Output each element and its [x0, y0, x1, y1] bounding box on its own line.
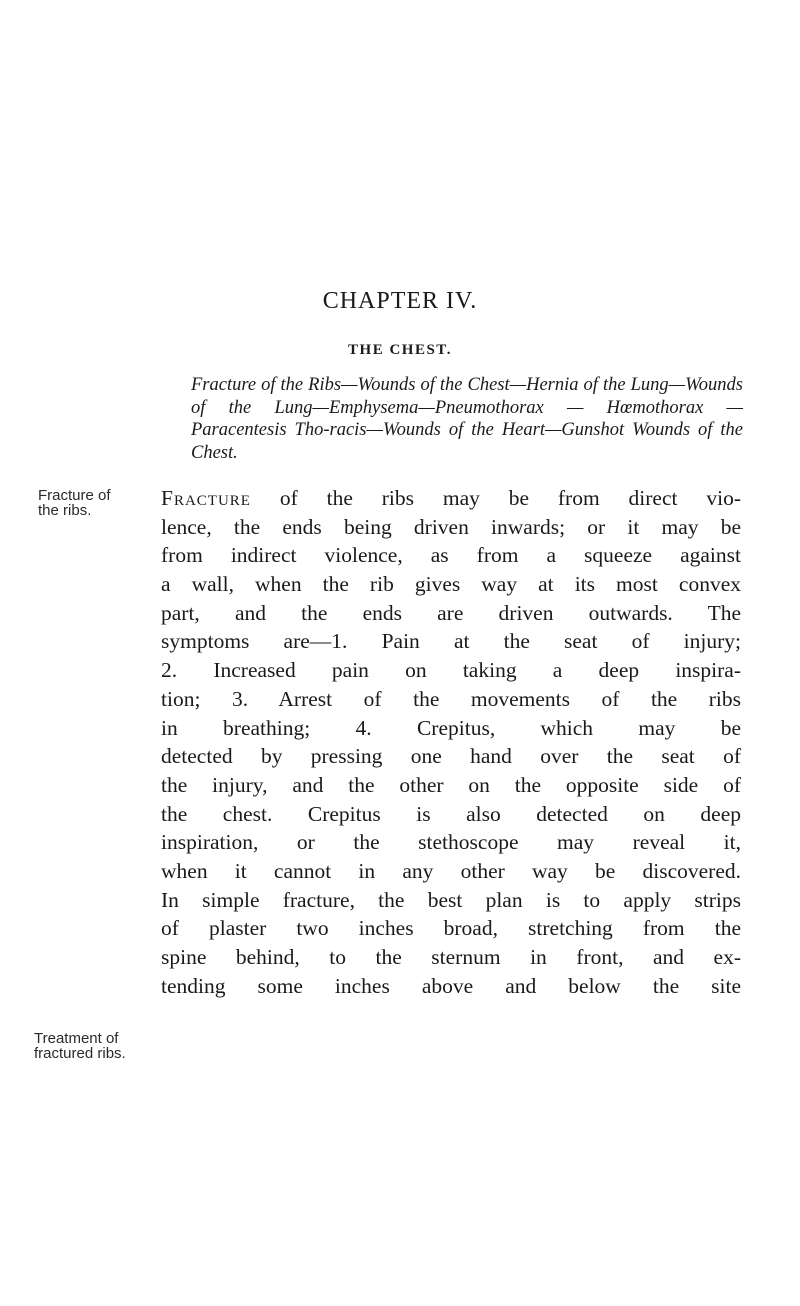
text-line: when it cannot in any other way be discovered.: [161, 858, 741, 883]
text-line: 2. Increased pain on taking a deep inspira-: [161, 658, 741, 683]
text-line: symptoms are—1. Pain at the seat of injury;: [161, 629, 741, 654]
text-line: inspiration, or the stethoscope may reveal it,: [161, 830, 741, 855]
text-line: in breathing; 4. Crepitus, which may be: [161, 715, 741, 740]
text-line: from indirect violence, as from a squeeze against: [161, 543, 741, 568]
text-line: In simple fracture, the best plan is to apply strips: [161, 887, 741, 912]
side-note-line: fractured ribs.: [34, 1045, 126, 1062]
text-line: of plaster two inches broad, stretching from the: [161, 916, 741, 941]
text-line: [161, 484, 741, 513]
chapter-heading: CHAPTER IV.: [322, 288, 478, 314]
lead-word: Fracture: [161, 486, 251, 510]
text-line: tending some inches above and below the site: [161, 973, 741, 998]
text-line: the chest. Crepitus is also detected on deep: [161, 801, 741, 826]
side-note-fracture: [38, 488, 111, 518]
body-text: [161, 484, 741, 1000]
text-line: tion; 3. Arrest of the movements of the ribs: [161, 686, 741, 711]
side-note-line: Treatment of: [34, 1030, 119, 1047]
side-note-line: the ribs.: [38, 502, 92, 519]
text-line: the injury, and the other on the opposite side of: [161, 772, 741, 797]
text-line-rest: of the ribs may be from direct vio-: [250, 486, 741, 510]
text-line: lence, the ends being driven inwards; or it may be: [161, 514, 741, 539]
chapter-summary: Fracture of the Ribs—Wounds of the Chest—Hernia of the Lung—Wounds of the Lung—Emphysema—Pneumothorax — Hœmothorax — Paracentesis Tho-racis—Wounds of the Heart—Gunshot Wounds of the Chest.: [191, 375, 743, 463]
text-line: part, and the ends are driven outwards. The: [161, 600, 741, 625]
text-line: a wall, when the rib gives way at its most convex: [161, 572, 741, 597]
section-heading: THE CHEST.: [348, 342, 452, 358]
text-line: spine behind, to the sternum in front, and ex-: [161, 945, 741, 969]
text-line: detected by pressing one hand over the seat of: [161, 744, 741, 769]
side-note-treatment: [34, 1031, 126, 1061]
side-note-line: Fracture of: [38, 487, 111, 504]
